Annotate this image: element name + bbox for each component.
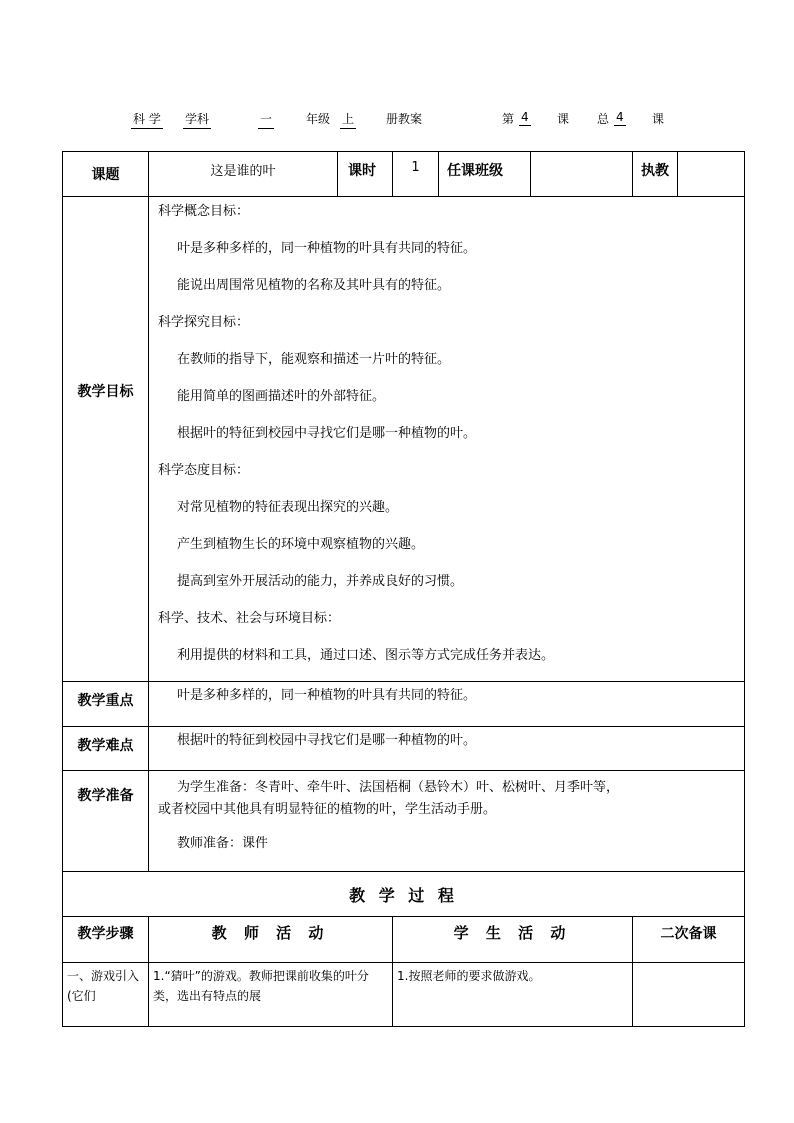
key-point-cell [149,682,745,727]
total-suffix: 课 [652,112,665,126]
term-suffix: 册教案 [386,112,423,126]
grade-value: 一 [258,110,274,129]
attitude-goal-item: 对常见植物的特征表现出探究的兴趣。 [177,500,399,515]
lesson-plan-table [62,151,745,1027]
preparation-label: 教学准备 [63,771,149,872]
preparation-teacher: 教师准备：课件 [177,836,269,851]
attitude-goal-heading: 科学态度目标： [158,463,250,478]
sts-goal-item: 利用提供的材料和工具，通过口述、图示等方式完成任务并表达。 [177,648,555,663]
process-title-row [63,872,745,917]
topic-label: 课题 [63,152,149,197]
col-student-header: 学 生 活 动 [393,917,633,963]
concept-goal-item: 能说出周围常见植物的名称及其叶具有的特征。 [177,278,451,293]
subject-suffix: 学科 [183,110,211,129]
concept-goal-heading: 科学概念目标： [158,204,250,219]
lesson-number: 4 [521,110,529,124]
teacher-value [678,152,745,197]
lesson-prefix: 第 [502,112,515,126]
hours-label: 课时 [338,152,393,197]
concept-goal-item: 叶是多种多样的，同一种植物的叶具有共同的特征。 [177,241,477,256]
term-value: 上 [340,110,356,129]
difficulty-row [63,727,745,771]
difficulty-cell [149,727,745,771]
process-title: 教 学 过 程 [63,872,745,917]
attitude-goal-item: 提高到室外开展活动的能力，并养成良好的习惯。 [177,574,464,589]
total-number: 4 [616,110,624,124]
class-label: 任课班级 [439,152,531,197]
inquiry-goal-item: 能用简单的图画描述叶的外部特征。 [177,389,386,404]
lesson-plan-header [0,106,794,130]
teacher-activity-cell: 1.“猜叶”的游戏。教师把课前收集的叶分类，选出有特点的展 [149,963,393,1027]
inquiry-goal-item: 根据叶的特征到校园中寻找它们是哪一种植物的叶。 [177,426,477,441]
process-header-row [63,917,745,963]
difficulty-text: 根据叶的特征到校园中寻找它们是哪一种植物的叶。 [177,733,477,748]
class-value [531,152,633,197]
inquiry-goal-item: 在教师的指导下，能观察和描述一片叶的特征。 [177,352,451,367]
lesson-suffix: 课 [557,112,570,126]
attitude-goal-item: 产生到植物生长的环境中观察植物的兴趣。 [177,537,425,552]
teacher-label: 执教 [633,152,678,197]
topic-value: 这是谁的叶 [149,152,338,197]
col-steps-header: 教学步骤 [63,917,149,963]
difficulty-label: 教学难点 [63,727,149,771]
col-teacher-header: 教 师 活 动 [149,917,393,963]
inquiry-goal-heading: 科学探究目标： [158,315,250,330]
preparation-student-line1: 为学生准备：冬青叶、牵牛叶、法国梧桐（悬铃木）叶、松树叶、月季叶等， [177,780,620,795]
grade-suffix: 年级 [306,112,331,126]
objectives-label: 教学目标 [63,197,149,682]
info-row [63,152,745,197]
total-prefix: 总 [597,112,610,126]
key-point-label: 教学重点 [63,682,149,727]
sts-goal-heading: 科学、技术、社会与环境目标： [158,611,341,626]
subject-value: 科 学 [131,110,163,129]
step-cell: 一、游戏引入(它们 [63,963,149,1027]
objectives-content [149,197,745,682]
notes-cell [633,963,745,1027]
objectives-row [63,197,745,682]
preparation-cell [149,771,745,872]
preparation-row [63,771,745,872]
hours-value: 1 [393,152,439,197]
process-row [63,963,745,1027]
key-point-row [63,682,745,727]
key-point-text: 叶是多种多样的，同一种植物的叶具有共同的特征。 [177,688,477,703]
col-notes-header: 二次备课 [633,917,745,963]
preparation-student-line2: 或者校园中其他具有明显特征的植物的叶，学生活动手册。 [158,802,497,817]
student-activity-cell: 1.按照老师的要求做游戏。 [393,963,633,1027]
